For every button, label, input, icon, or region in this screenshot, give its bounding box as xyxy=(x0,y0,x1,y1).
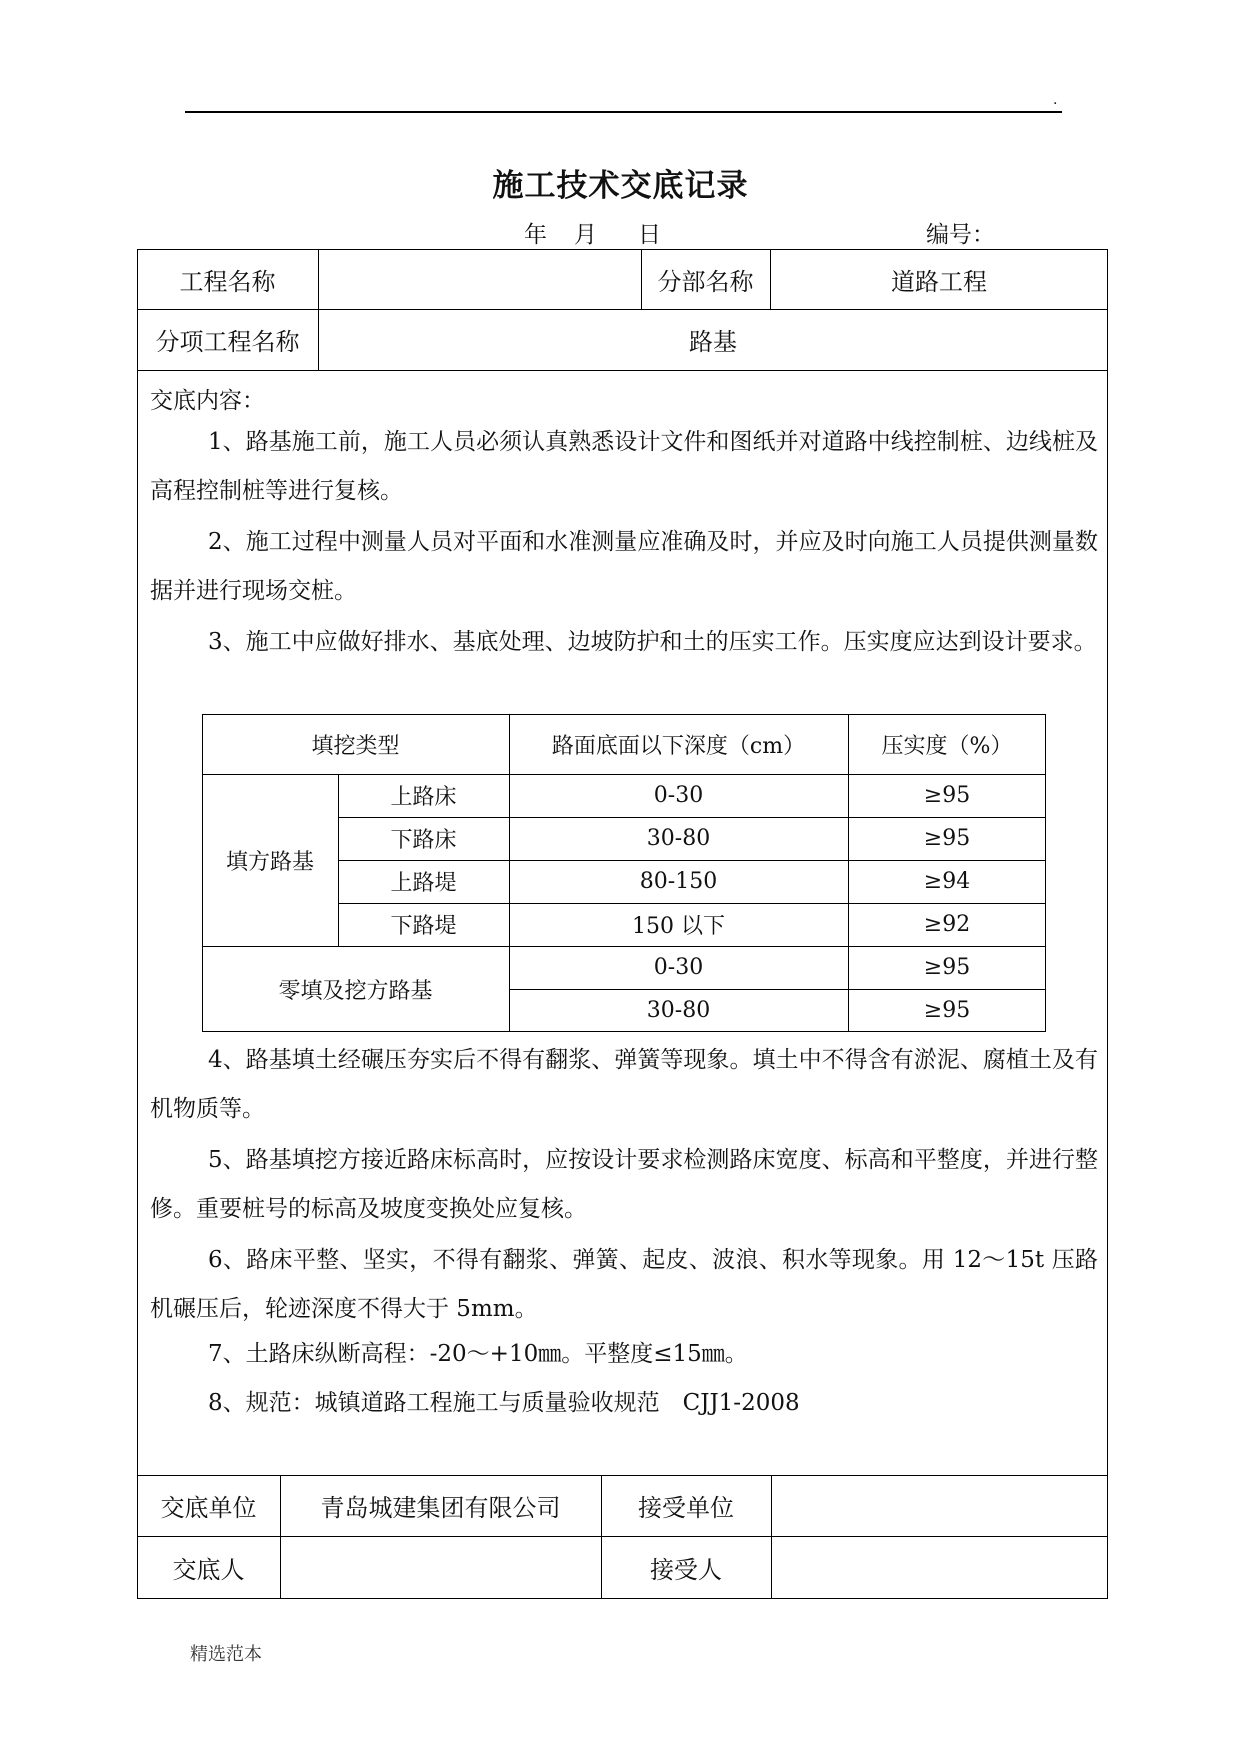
receiver-person-field[interactable] xyxy=(771,1536,1108,1599)
content-paragraph: 7、土路床纵断高程：-20～+10㎜。平整度≤15㎜。 xyxy=(208,1341,748,1367)
handover-person-field[interactable] xyxy=(280,1536,601,1599)
handover-person-label: 交底人 xyxy=(172,1556,245,1584)
header-dot: . xyxy=(1053,92,1058,108)
handover-unit-label: 交底单位 xyxy=(160,1494,257,1522)
content-paragraph: 4、路基填土经碾压夯实后不得有翻浆、弹簧等现象。填土中不得含有淤泥、腐植土及有机物质等。 xyxy=(150,1047,1098,1122)
receiver-unit-label: 接受单位 xyxy=(638,1494,734,1522)
date-year-label: 年 xyxy=(524,222,547,248)
handover-unit-value: 青岛城建集团有限公司 xyxy=(320,1494,561,1522)
table-row-depth: 0-30 xyxy=(653,783,704,808)
table-row-depth: 30-80 xyxy=(646,998,711,1023)
content-paragraph: 6、路床平整、坚实，不得有翻浆、弹簧、起皮、波浪、积水等现象。用 12～15t 压路机碾压后，轮迹深度不得大于 5mm。 xyxy=(150,1247,1098,1322)
content-paragraph: 1、路基施工前，施工人员必须认真熟悉设计文件和图纸并对道路中线控制桩、边线桩及高程控制桩等进行复核。 xyxy=(150,429,1098,504)
table-row-sub: 下路堤 xyxy=(390,914,457,939)
cut-group-label: 零填及挖方路基 xyxy=(278,978,433,1004)
date-month-label: 月 xyxy=(574,222,597,248)
table-row-value: ≥95 xyxy=(923,783,971,808)
header-depth: 路面底面以下深度（cm） xyxy=(551,733,806,759)
header-rule xyxy=(185,111,1062,113)
subitem-label: 分项工程名称 xyxy=(155,328,300,356)
subitem-value: 路基 xyxy=(689,328,737,356)
record-code-label: 编号： xyxy=(926,222,995,248)
project-name-label: 工程名称 xyxy=(179,267,276,296)
table-row-depth: 150 以下 xyxy=(632,914,725,939)
content-paragraph: 2、施工过程中测量人员对平面和水准测量应准确及时，并应及时向施工人员提供测量数据并进行现场交桩。 xyxy=(150,529,1098,604)
table-row-depth: 0-30 xyxy=(653,955,704,980)
table-row-sub: 上路堤 xyxy=(390,871,457,896)
table-row-value: ≥94 xyxy=(923,869,971,894)
fill-group-label: 填方路基 xyxy=(225,849,314,875)
header-compaction: 压实度（%） xyxy=(881,733,1013,759)
content-paragraph: 3、施工中应做好排水、基底处理、边坡防护和土的压实工作。压实度应达到设计要求。 xyxy=(208,629,1097,655)
footer-note: 精选范本 xyxy=(190,1644,262,1665)
division-value: 道路工程 xyxy=(891,267,987,296)
table-row-depth: 80-150 xyxy=(639,869,718,894)
receiver-person-label: 接受人 xyxy=(650,1556,722,1584)
receiver-unit-field[interactable] xyxy=(771,1475,1108,1536)
table-row-value: ≥92 xyxy=(923,912,971,937)
table-row-value: ≥95 xyxy=(923,826,971,851)
content-paragraph: 5、路基填挖方接近路床标高时，应按设计要求检测路床宽度、标高和平整度，并进行整修。重要桩号的标高及坡度变换处应复核。 xyxy=(150,1147,1098,1222)
header-type: 填挖类型 xyxy=(311,733,400,759)
page-title: 施工技术交底记录 xyxy=(492,168,749,204)
content-label: 交底内容： xyxy=(150,388,265,414)
table-row-sub: 下路床 xyxy=(390,828,457,853)
table-row-value: ≥95 xyxy=(923,955,971,980)
date-day-label: 日 xyxy=(638,222,661,248)
project-name-field[interactable] xyxy=(318,249,641,309)
table-row-value: ≥95 xyxy=(923,998,971,1023)
table-row-sub: 上路床 xyxy=(390,785,457,810)
content-paragraph: 8、规范：城镇道路工程施工与质量验收规范 CJJ1-2008 xyxy=(208,1390,800,1416)
row-divider xyxy=(137,370,1108,371)
table-row-depth: 30-80 xyxy=(646,826,711,851)
division-label: 分部名称 xyxy=(657,267,754,296)
